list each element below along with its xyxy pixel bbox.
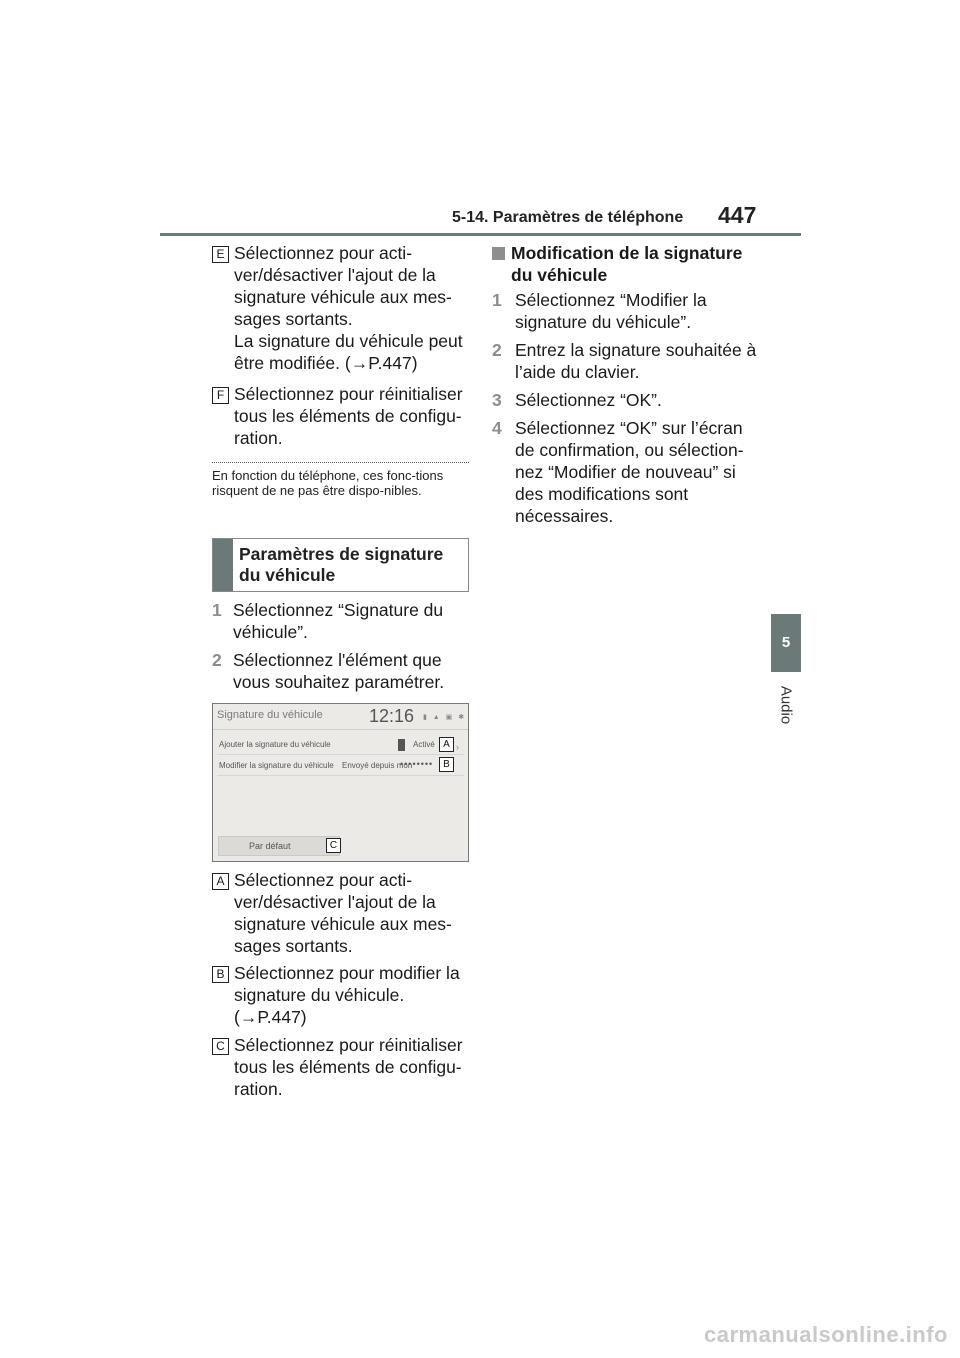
step-1-right — [492, 289, 757, 333]
step-number: 2 — [212, 650, 222, 670]
screen-divider — [213, 729, 468, 730]
item-text: Sélectionnez pour réinitialiser tous les éléments de configu-ration. — [234, 384, 463, 448]
step-number: 1 — [212, 600, 222, 620]
header-rule — [160, 233, 801, 236]
item-text: Sélectionnez pour acti-ver/désactiver l'ajout de la signature véhicule aux mes-sages sortants. — [234, 243, 452, 329]
section-heading-box — [212, 538, 469, 592]
screen-title: Signature du véhicule — [217, 709, 323, 721]
site-watermark: carmanualsonline.info — [704, 1322, 948, 1347]
step-2-right — [492, 339, 757, 383]
default-button-label: Par défaut — [249, 841, 291, 851]
item-text: Sélectionnez pour réinitialiser tous les éléments de configu-ration. — [234, 1035, 463, 1099]
page-number: 447 — [718, 202, 757, 228]
step-4-right — [492, 417, 757, 527]
step-text: Entrez la signature souhaitée à l’aide du clavier. — [515, 340, 757, 382]
note-text: En fonction du téléphone, ces fonc-tions risquent de ne pas être dispo-nibles. — [212, 468, 444, 498]
item-c — [212, 1034, 474, 1100]
right-subheading — [492, 242, 762, 286]
section-heading-title: Paramètres de signature du véhicule — [239, 544, 444, 585]
step-3-right — [492, 389, 757, 411]
step-text: Sélectionnez “Signature du véhicule”. — [233, 600, 444, 642]
item-e — [212, 242, 474, 374]
step-2-left — [212, 649, 474, 693]
item-f — [212, 383, 474, 449]
step-text: Sélectionnez l'élément que vous souhaitez paramétrer. — [233, 650, 445, 692]
chapter-label-text: Audio — [777, 685, 795, 725]
callout-badge: F — [212, 387, 229, 404]
step-number: 3 — [492, 390, 502, 410]
step-1-left — [212, 599, 474, 643]
section-header-title: 5-14. Paramètres de téléphone — [452, 209, 684, 226]
signature-dots: •••••••• — [400, 759, 434, 769]
screen-row-edit-signature[interactable] — [217, 756, 464, 776]
row-value: Envoyé depuis mon — [342, 761, 413, 770]
callout-badge: B — [212, 966, 229, 983]
screen-clock: 12:16 — [369, 706, 415, 726]
item-b — [212, 962, 474, 1028]
callout-b: B — [439, 757, 454, 772]
callout-badge: E — [212, 246, 229, 263]
callout-a: A — [439, 737, 454, 752]
chevron-right-icon: › — [456, 742, 459, 752]
step-number: 4 — [492, 418, 502, 438]
device-screenshot — [212, 703, 469, 862]
row-value: Activé — [413, 740, 435, 749]
callout-badge: A — [212, 873, 229, 890]
toggle-indicator[interactable] — [398, 739, 405, 751]
row-label: Ajouter la signature du véhicule — [219, 740, 331, 749]
step-number: 1 — [492, 290, 502, 310]
item-extra-text: La signature du véhicule peut être modifiée. (→P.447) — [234, 331, 463, 373]
item-a — [212, 869, 474, 957]
step-number: 2 — [492, 340, 502, 360]
subheading-text: Modification de la signature du véhicule — [511, 243, 743, 285]
status-icons: ▮ ▲ ▣ ✱ — [423, 714, 467, 721]
chapter-tab: 5 — [771, 614, 801, 672]
default-button[interactable] — [218, 836, 340, 856]
callout-c: C — [326, 838, 341, 853]
row-label: Modifier la signature du véhicule — [219, 761, 334, 770]
callout-badge: C — [212, 1038, 229, 1055]
screen-row-add-signature[interactable] — [217, 735, 464, 755]
chapter-label — [771, 680, 801, 730]
step-text: Sélectionnez “OK” sur l’écran de confirmation, ou sélection-nez “Modifier de nouveau” si des modifications sont nécessaires. — [515, 418, 744, 526]
step-text: Sélectionnez “Modifier la signature du véhicule”. — [515, 290, 707, 332]
item-text: Sélectionnez pour acti-ver/désactiver l'ajout de la signature véhicule aux mes-sages sortants. — [234, 870, 452, 956]
section-heading-bar — [213, 539, 233, 591]
item-text: Sélectionnez pour modifier la signature du véhicule. (→P.447) — [234, 963, 460, 1027]
note-divider — [212, 462, 469, 463]
step-text: Sélectionnez “OK”. — [515, 390, 662, 410]
square-bullet-icon — [492, 247, 505, 260]
